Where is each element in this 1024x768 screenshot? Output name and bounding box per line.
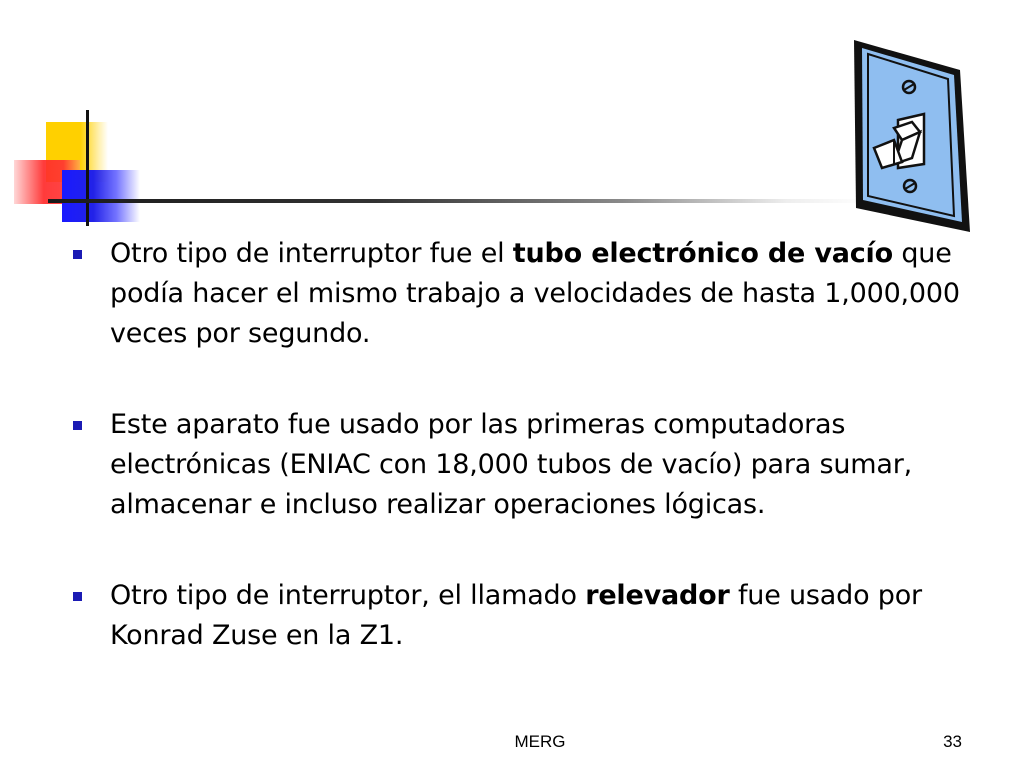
bullet-text: Este aparato fue usado por las primeras computadoras electrónicas (ENIAC con 18,000 tubos de vacío) para sumar, almacenar e incluso realizar operaciones lógicas. bbox=[110, 409, 912, 520]
decor-blue-square bbox=[62, 170, 140, 222]
light-switch-icon bbox=[848, 36, 974, 238]
bullet-text: Otro tipo de interruptor fue el bbox=[110, 238, 513, 269]
decor-vertical-line bbox=[86, 110, 89, 226]
bullet-marker bbox=[73, 250, 82, 259]
bullet-text-continued: fue usado por Konrad Zuse en la Z1. bbox=[110, 580, 922, 651]
bullet-item bbox=[72, 405, 992, 525]
bullet-bold-text: relevador bbox=[585, 580, 730, 611]
bullet-item bbox=[72, 576, 992, 656]
footer-author: MERG bbox=[514, 732, 566, 751]
bullet-list bbox=[72, 234, 992, 656]
bullet-text-continued: que podía hacer el mismo trabajo a velocidades de hasta 1,000,000 veces por segundo. bbox=[110, 238, 960, 349]
bullet-marker bbox=[73, 592, 82, 601]
bullet-text: Otro tipo de interruptor, el llamado bbox=[110, 580, 586, 611]
slide-number: 33 bbox=[943, 732, 962, 751]
bullet-marker bbox=[73, 421, 82, 430]
bullet-item bbox=[72, 234, 992, 354]
title-divider-line bbox=[48, 199, 868, 203]
bullet-bold-text: tubo electrónico de vacío bbox=[512, 238, 893, 269]
